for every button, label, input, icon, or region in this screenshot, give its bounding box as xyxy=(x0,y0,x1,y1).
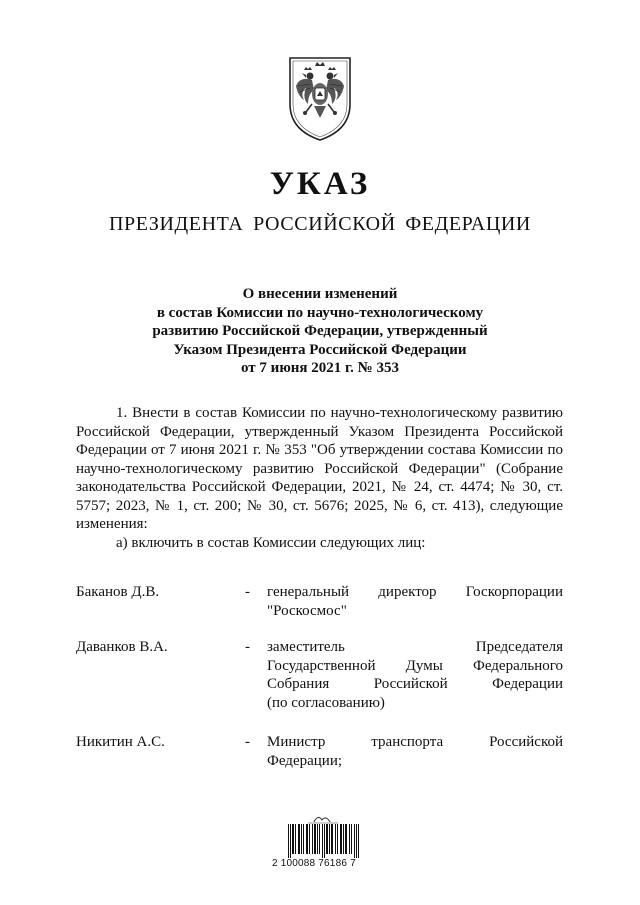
member-dash: - xyxy=(245,639,250,655)
member-name: Баканов Д.В. xyxy=(76,584,160,600)
barcode-block xyxy=(272,812,368,872)
heading-line: развитию Российской Федерации, утвержденный xyxy=(152,323,488,339)
position-line: генеральный директор Госкорпорации xyxy=(267,584,563,600)
position-line: Собрания Российской Федерации xyxy=(267,676,563,692)
member-name: Никитин А.С. xyxy=(76,734,165,750)
member-position xyxy=(267,583,563,620)
position-line: "Роскосмос" xyxy=(267,602,347,619)
paragraph-a: а) включить в состав Комиссии следующих лиц: xyxy=(116,534,426,551)
member-dash: - xyxy=(245,584,250,600)
position-line: Министр транспорта Российской xyxy=(267,734,563,750)
double-headed-eagle-emblem-icon xyxy=(282,52,358,142)
decree-body xyxy=(76,404,563,552)
document-title: УКАЗ xyxy=(269,166,371,202)
heading-line: Указом Президента Российской Федерации xyxy=(173,341,467,358)
position-line: Государственной Думы Федерального xyxy=(267,657,563,674)
heading-line: от 7 июня 2021 г. № 353 xyxy=(241,360,399,376)
member-dash: - xyxy=(245,734,250,750)
barcode-number: 2 100088 76186 7 xyxy=(272,858,356,869)
member-name: Даванков В.А. xyxy=(76,639,168,655)
document-subtitle: ПРЕЗИДЕНТА РОССИЙСКОЙ ФЕДЕРАЦИИ xyxy=(109,213,531,235)
heading-line: О внесении изменений xyxy=(242,286,398,302)
position-line: (по согласованию) xyxy=(267,694,385,711)
heading-line: в состав Комиссии по научно-технологическому xyxy=(156,304,484,321)
paragraph-1: 1. Внести в состав Комиссии по научно-технологическому развитию Российской Федерации, утвержденный Указом Президента Российской Федерации от 7 июня 2021 г. № 353 "Об утверждении состава Комиссии по научно-технологическому развитию Российской Федерации" (Собрание законодательства Российской Федерации, 2021, № 24, ст. 4474; № 30, ст. 5757; 2023, № 1, ст. 200; № 30, ст. 5676; 2025, № 6, ст. 413), следующие изменения: xyxy=(76,405,563,532)
barcode-icon xyxy=(288,824,360,858)
state-emblem xyxy=(282,52,358,142)
member-position xyxy=(267,733,563,770)
position-line: заместитель Председателя xyxy=(267,639,563,655)
barcode-mark-icon xyxy=(278,812,368,824)
decree-heading xyxy=(0,285,640,378)
member-position xyxy=(267,638,563,712)
position-line: Федерации; xyxy=(267,752,343,769)
